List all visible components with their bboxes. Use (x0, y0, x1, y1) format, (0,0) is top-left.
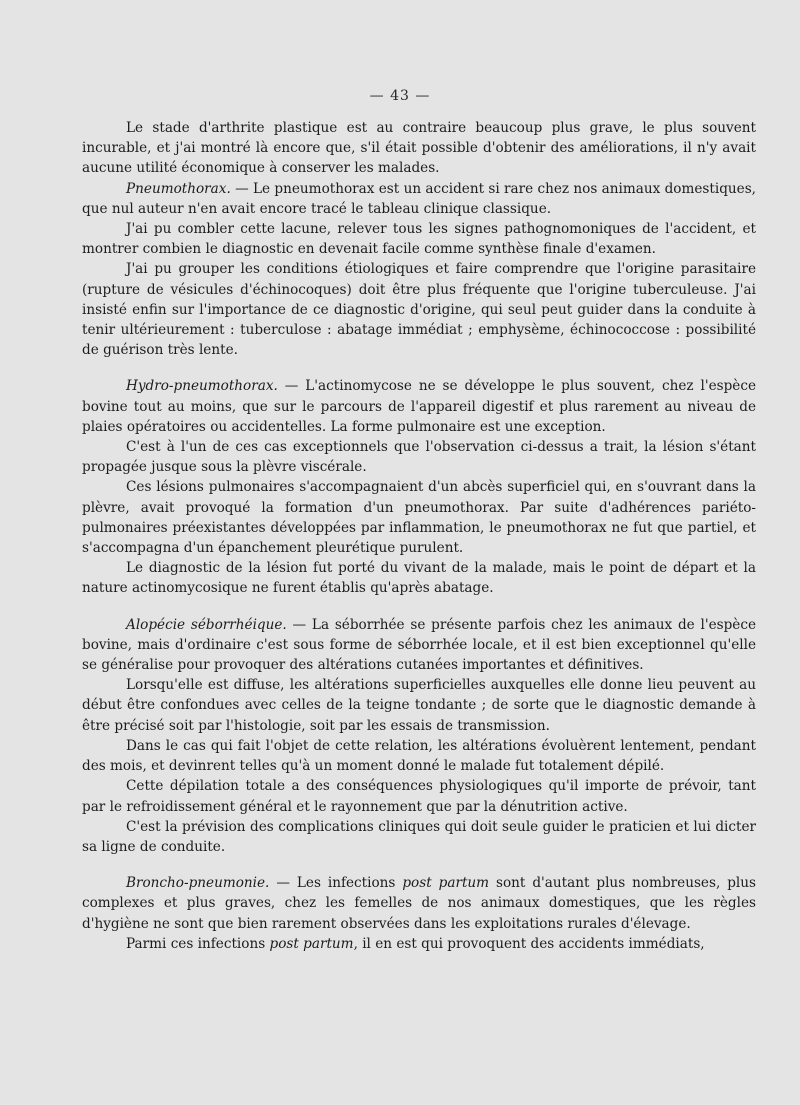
paragraph (82, 675, 756, 736)
page-content (82, 118, 756, 954)
paragraph-text: — Les infections (269, 875, 403, 892)
paragraph (82, 736, 756, 776)
paragraph (82, 817, 756, 857)
paragraph (82, 477, 756, 558)
paragraph (82, 219, 756, 259)
paragraph-text: Parmi ces infections (126, 935, 270, 952)
section-heading-broncho-pneumonie: Broncho-pneumonie. (126, 875, 270, 892)
paragraph-text: J'ai pu grouper les conditions étiologiques et faire comprendre que l'origine parasitaire (rupture de vésicules d'échinocoques) doit être plus fréquente que l'origine tuberculeuse. J'ai insisté enfin sur l'importance de ce diagnostic d'origine, qui seul peut guider dans la conduite à tenir ultérieurement : tuberculose : abatage immédiat ; emphysème, échinococcose : possibilité de guérison très lente. (82, 261, 756, 359)
paragraph-text: J'ai pu combler cette lacune, relever tous les signes pathognomoniques de l'accident, et montrer combien le diagnostic en devenait facile comme synthèse finale d'examen. (82, 221, 756, 258)
paragraph-text: C'est la prévision des complications cliniques qui doit seule guider le praticien et lui dicter sa ligne de conduite. (82, 818, 756, 855)
section-broncho-pneumonie (82, 873, 756, 954)
section-heading-hydro-pneumothorax: Hydro-pneumothorax. (126, 378, 278, 395)
page-number: — 43 — (369, 88, 431, 104)
paragraph (82, 118, 756, 179)
paragraph-text: Cette dépilation totale a des conséquences physiologiques qu'il importe de prévoir, tant par le refroidissement général et le rayonnement que par la dénutrition active. (82, 778, 756, 815)
paragraph-text: C'est à l'un de ces cas exceptionnels que l'observation ci-dessus a trait, la lésion s'étant propagée jusque sous la plèvre viscérale. (82, 439, 756, 476)
italic-term: post partum (402, 875, 490, 892)
paragraph (82, 179, 756, 219)
section-hydro-pneumothorax (82, 376, 756, 598)
italic-term: post partum (269, 935, 354, 952)
paragraph-text: — Le pneumothorax est un accident si rare chez nos animaux domestiques, que nul auteur n'en avait encore tracé le tableau clinique classique. (82, 180, 756, 217)
paragraph (82, 259, 756, 360)
section-arthrite-pneumothorax (82, 118, 756, 360)
section-heading-alopecie: Alopécie séborrhéique. (126, 616, 287, 633)
paragraph-text: sont d'autant plus nombreuses, plus complexes et plus graves, chez les femelles de nos animaux domestiques, que les règles d'hygiène ne sont que bien rarement observées dans les exploitations rurales d'élevage. (82, 875, 757, 932)
paragraph (82, 615, 756, 676)
paragraph (82, 376, 756, 437)
section-heading-pneumothorax: Pneumothorax. (126, 180, 231, 197)
paragraph (82, 934, 756, 954)
paragraph (82, 873, 756, 934)
paragraph-text: Lorsqu'elle est diffuse, les altérations superficielles auxquelles elle donne lieu peuvent au début être confondues avec celles de la teigne tondante ; de sorte que le diagnostic demande à être précisé soit par l'histologie, soit par les essais de transmission. (82, 677, 756, 734)
paragraph (82, 437, 756, 477)
paragraph (82, 776, 756, 816)
paragraph-text: Le stade d'arthrite plastique est au contraire beaucoup plus grave, le plus souvent incurable, et j'ai montré là encore que, s'il était possible d'obtenir des améliorations, il n'y avait aucune utilité économique à conserver les malades. (82, 120, 756, 177)
paragraph-text: Le diagnostic de la lésion fut porté du vivant de la malade, mais le point de départ et la nature actinomycosique ne furent établis qu'après abatage. (82, 560, 756, 597)
paragraph-text: Ces lésions pulmonaires s'accompagnaient d'un abcès superficiel qui, en s'ouvrant dans la plèvre, avait provoqué la formation d'un pneumothorax. Par suite d'adhérences pariéto-pulmonaires préexistantes développées par inflammation, le pneumothorax ne fut que partiel, et s'accompagna d'un épanchement pleurétique purulent. (82, 479, 756, 557)
paragraph-text: Dans le cas qui fait l'objet de cette relation, les altérations évoluèrent lentement, pendant des mois, et devinrent telles qu'à un moment donné le malade fut totalement dépilé. (82, 737, 756, 775)
paragraph-text: — La séborrhée se présente parfois chez les animaux de l'espèce bovine, mais d'ordinaire c'est sous forme de séborrhée locale, et il est bien exceptionnel qu'elle se généralise pour provoquer des altérations cutanées importantes et définitives. (82, 616, 756, 674)
paragraph-text: , il en est qui provoquent des accidents immédiats, (353, 935, 705, 952)
section-alopecie-seborrheique (82, 615, 756, 857)
paragraph-text: — L'actinomycose ne se développe le plus souvent, chez l'espèce bovine tout au moins, que sur le parcours de l'appareil digestif et plus rarement au niveau de plaies opératoires ou accidentelles. La forme pulmonaire est une exception. (82, 378, 756, 435)
paragraph (82, 558, 756, 598)
